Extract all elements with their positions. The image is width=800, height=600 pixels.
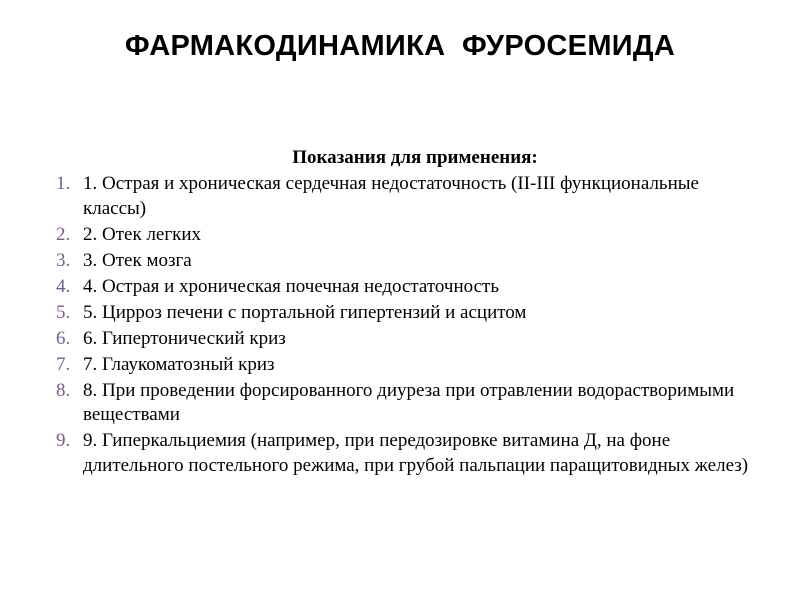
list-item-marker: 1. [56,173,71,194]
list-item [56,301,756,326]
list-item-marker: 6. [56,327,71,349]
list-item-marker: 8. [56,379,71,401]
list-item-marker: 4. [56,275,71,297]
list-item-marker: 3. [56,249,71,271]
list-item-text: 5. Цирроз печени с портальной гипертензий и асцитом [83,301,527,323]
list-item [56,379,756,428]
list-item-marker: 7. [56,353,71,375]
list-item [56,275,756,300]
list-item [56,249,756,274]
indications-heading: Показания для применения: [292,147,538,168]
list-item-text: 3. Отек мозга [83,249,192,271]
list-item-text: 9. Гиперкальциемия (например, при передозировке витамина Д, на фоне длительного постельного режима, при грубой пальпации паращитовидных желез) [83,430,749,476]
list-item [56,172,756,221]
list-item-text: 6. Гипертонический криз [83,327,286,349]
list-item-text: 2. Отек легких [83,223,202,245]
list-item [56,429,756,478]
list-item-text: 4. Острая и хроническая почечная недостаточность [83,275,500,297]
list-item-text: 1. Острая и хроническая сердечная недостаточность (II-III функциональные классы) [83,173,699,219]
indications-list [56,172,756,480]
list-item-text: 8. При проведении форсированного диуреза при отравлении водорастворимыми веществами [83,379,735,425]
list-item-text: 7. Глаукоматозный криз [83,353,275,375]
list-item [56,353,756,378]
list-item-marker: 9. [56,430,71,451]
list-item [56,223,756,248]
slide-title: ФАРМАКОДИНАМИКА ФУРОСЕМИДА [124,30,676,62]
list-item-marker: 5. [56,301,71,323]
list-item-marker: 2. [56,223,71,245]
list-item [56,327,756,352]
